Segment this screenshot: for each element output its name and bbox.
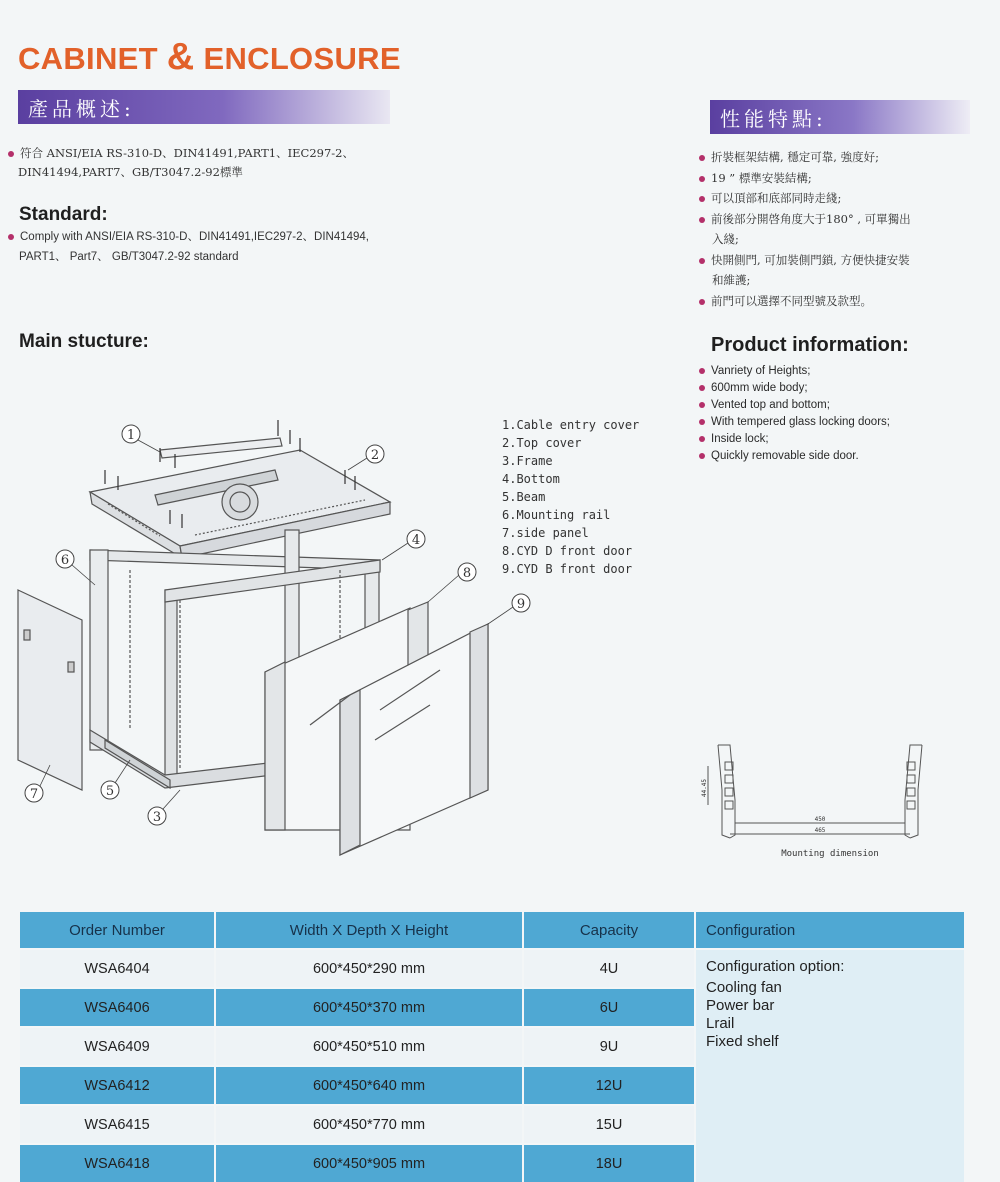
dim-vertical-label: 44.45 bbox=[701, 778, 708, 798]
bullet-icon bbox=[8, 151, 14, 157]
product-info-list bbox=[699, 363, 890, 465]
bullet-icon bbox=[699, 196, 705, 202]
bullet-icon bbox=[8, 234, 14, 240]
features-heading: 性能特點: bbox=[720, 106, 827, 131]
part-item: 7.side panel bbox=[502, 526, 589, 540]
cell-order-number: WSA6412 bbox=[20, 1066, 215, 1105]
info-item: 600mm wide body; bbox=[711, 382, 808, 394]
table-row bbox=[20, 949, 965, 988]
callout-3 bbox=[148, 807, 166, 825]
cell-capacity: 6U bbox=[523, 988, 695, 1027]
svg-text:5: 5 bbox=[105, 784, 115, 799]
overview-heading-band bbox=[18, 90, 390, 124]
bullet-icon bbox=[699, 436, 705, 442]
dim-inner-label: 450 bbox=[814, 816, 826, 823]
part-item: 8.CYD D front door bbox=[502, 544, 633, 558]
part-item: 2.Top cover bbox=[502, 436, 582, 450]
side-panel-shape bbox=[18, 590, 82, 790]
parts-list bbox=[502, 416, 639, 578]
svg-text:8: 8 bbox=[462, 566, 472, 581]
callout-5 bbox=[101, 781, 119, 799]
dim-outer-label: 465 bbox=[814, 827, 826, 834]
callout-4 bbox=[407, 530, 425, 548]
cell-dimensions: 600*450*905 mm bbox=[215, 1144, 523, 1182]
svg-text:1: 1 bbox=[126, 428, 136, 443]
svg-text:9: 9 bbox=[516, 597, 526, 612]
title-enclosure: ENCLOSURE bbox=[203, 41, 401, 76]
cell-capacity: 12U bbox=[523, 1066, 695, 1105]
info-item: Vented top and bottom; bbox=[711, 399, 830, 411]
bullet-icon bbox=[699, 385, 705, 391]
cell-capacity: 18U bbox=[523, 1144, 695, 1182]
feature-item-cont: 入綫; bbox=[712, 232, 739, 246]
config-item: Power bar bbox=[706, 997, 775, 1014]
callout-8 bbox=[458, 563, 476, 581]
part-item: 6.Mounting rail bbox=[502, 508, 611, 522]
part-item: 5.Beam bbox=[502, 490, 546, 504]
bullet-icon bbox=[699, 368, 705, 374]
cell-order-number: WSA6415 bbox=[20, 1105, 215, 1144]
callout-1 bbox=[122, 425, 140, 443]
info-item: With tempered glass locking doors; bbox=[711, 416, 890, 428]
info-item: Inside lock; bbox=[711, 433, 769, 445]
config-title: Configuration option: bbox=[706, 958, 845, 975]
cabinet-exploded-diagram bbox=[10, 410, 550, 860]
bullet-icon bbox=[699, 217, 705, 223]
bullet-icon bbox=[699, 402, 705, 408]
info-item: Vanriety of Heights; bbox=[711, 365, 811, 377]
mounting-dimension-diagram bbox=[700, 740, 940, 865]
bullet-icon bbox=[699, 258, 705, 264]
product-info-heading: Product information: bbox=[711, 334, 909, 356]
feature-item: 快開側門, 可加裝側門鎖, 方便快捷安裝 bbox=[699, 250, 911, 271]
cell-order-number: WSA6404 bbox=[20, 949, 215, 988]
main-structure-heading: Main stucture: bbox=[19, 331, 149, 352]
feature-item: 19 ” 標準安裝結構; bbox=[699, 168, 911, 189]
cell-order-number: WSA6418 bbox=[20, 1144, 215, 1182]
callout-2 bbox=[366, 445, 384, 463]
callout-7 bbox=[25, 784, 43, 802]
bullet-icon bbox=[699, 155, 705, 161]
overview-text bbox=[8, 144, 354, 182]
standard-text bbox=[8, 227, 369, 267]
cell-capacity: 4U bbox=[523, 949, 695, 988]
header-configuration: Configuration bbox=[695, 912, 965, 949]
config-item: Cooling fan bbox=[706, 979, 782, 996]
overview-line-2: DIN41494,PART7、GB/T3047.2-92標準 bbox=[18, 165, 243, 179]
header-capacity: Capacity bbox=[523, 912, 695, 949]
part-item: 4.Bottom bbox=[502, 472, 560, 486]
order-table bbox=[20, 912, 966, 1182]
cell-capacity: 9U bbox=[523, 1027, 695, 1066]
svg-text:3: 3 bbox=[152, 810, 162, 825]
standard-heading: Standard: bbox=[19, 204, 108, 225]
title-ampersand: & bbox=[166, 36, 195, 78]
cell-dimensions: 600*450*510 mm bbox=[215, 1027, 523, 1066]
cell-dimensions: 600*450*370 mm bbox=[215, 988, 523, 1027]
bullet-icon bbox=[699, 453, 705, 459]
svg-text:4: 4 bbox=[411, 533, 421, 548]
page-title bbox=[18, 36, 401, 79]
feature-item: 可以頂部和底部同時走綫; bbox=[699, 188, 911, 209]
features-list bbox=[699, 147, 911, 311]
bullet-icon bbox=[699, 299, 705, 305]
features-heading-band bbox=[710, 100, 970, 134]
header-dimensions: Width X Depth X Height bbox=[215, 912, 523, 949]
cell-dimensions: 600*450*770 mm bbox=[215, 1105, 523, 1144]
callout-9 bbox=[512, 594, 530, 612]
config-item: Fixed shelf bbox=[706, 1033, 779, 1050]
cell-order-number: WSA6406 bbox=[20, 988, 215, 1027]
standard-line-2: PART1、 Part7、 GB/T3047.2-92 standard bbox=[19, 251, 239, 263]
part-item: 9.CYD B front door bbox=[502, 562, 633, 576]
callout-6 bbox=[56, 550, 74, 568]
standard-line-1: Comply with ANSI/EIA RS-310-D、DIN41491,IEC297-2、DIN41494, bbox=[20, 231, 369, 243]
part-item: 3.Frame bbox=[502, 454, 553, 468]
feature-item: 折裝框架結構, 穩定可靠, 強度好; bbox=[699, 147, 911, 168]
part-item: 1.Cable entry cover bbox=[502, 418, 640, 432]
feature-item: 前門可以選擇不同型號及款型。 bbox=[699, 291, 911, 312]
configuration-cell bbox=[695, 949, 965, 1182]
feature-item-cont: 和維護; bbox=[712, 273, 751, 287]
overview-line-1: 符合 ANSI/EIA RS-310-D、DIN41491,PART1、IEC297-2、 bbox=[20, 146, 354, 160]
svg-text:2: 2 bbox=[370, 448, 380, 463]
config-item: Lrail bbox=[706, 1015, 735, 1032]
overview-heading: 產品概述: bbox=[28, 96, 135, 121]
info-item: Quickly removable side door. bbox=[711, 450, 859, 462]
cell-capacity: 15U bbox=[523, 1105, 695, 1144]
title-cabinet: CABINET bbox=[18, 41, 158, 76]
feature-item: 前後部分開啓角度大于180° , 可單獨出 bbox=[699, 209, 911, 230]
bullet-icon bbox=[699, 176, 705, 182]
bullet-icon bbox=[699, 419, 705, 425]
cell-dimensions: 600*450*640 mm bbox=[215, 1066, 523, 1105]
svg-text:6: 6 bbox=[60, 553, 70, 568]
svg-text:7: 7 bbox=[29, 787, 39, 802]
table-header-row bbox=[20, 912, 965, 949]
cell-dimensions: 600*450*290 mm bbox=[215, 949, 523, 988]
cell-order-number: WSA6409 bbox=[20, 1027, 215, 1066]
header-order-number: Order Number bbox=[20, 912, 215, 949]
mounting-caption: Mounting dimension bbox=[781, 849, 879, 859]
